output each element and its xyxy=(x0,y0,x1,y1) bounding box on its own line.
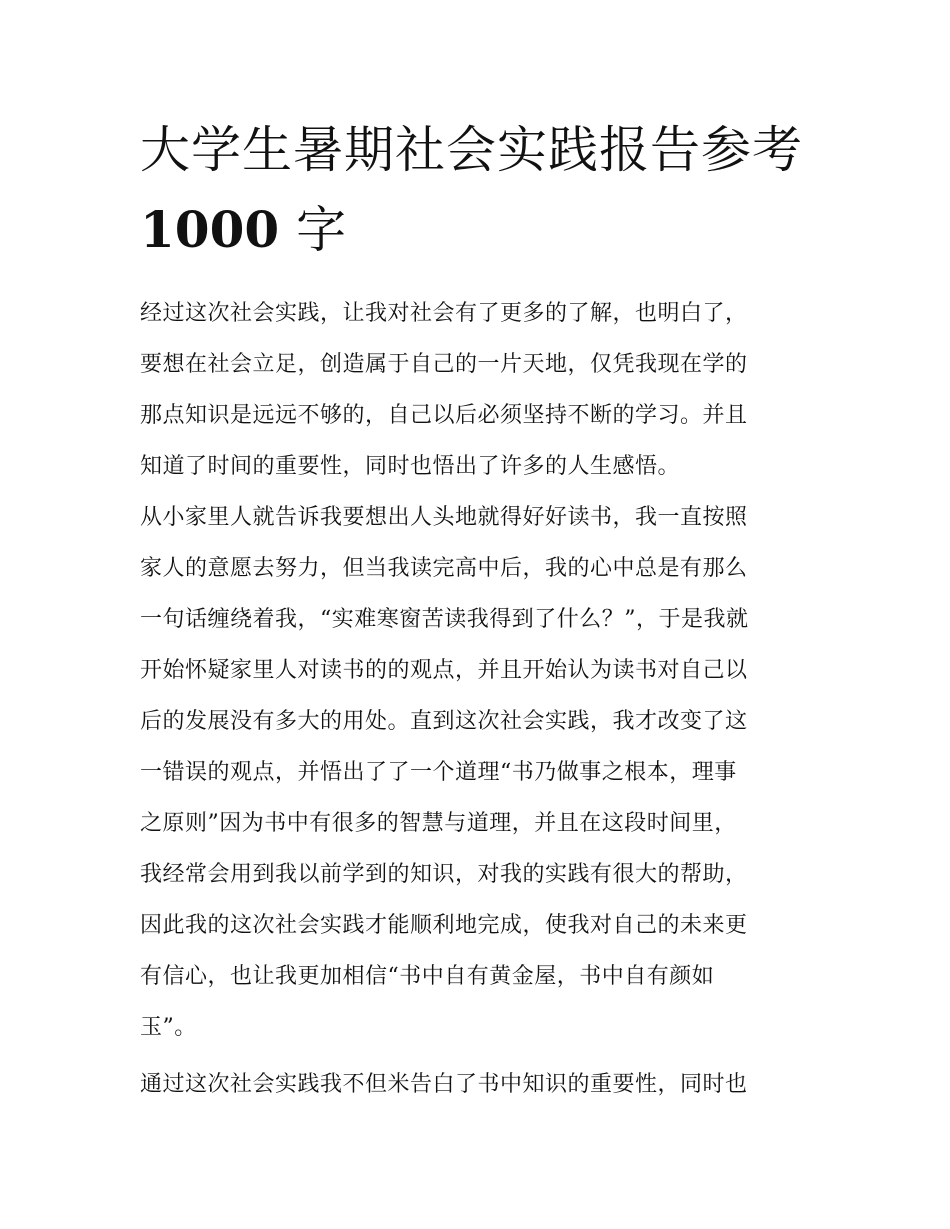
paragraph-line: 后的发展没有多大的用处。直到这次社会实践，我才改变了这 xyxy=(140,709,748,734)
paragraph-line: 家人的意愿去努力，但当我读完高中后，我的心中总是有那么 xyxy=(140,556,748,581)
paragraph-line: 之原则”因为书中有很多的智慧与道理，并且在这段时间里， xyxy=(140,811,737,836)
paragraph-line: 一句话缠绕着我，“实难寒窗苦读我得到了什么？”，于是我就 xyxy=(140,607,749,632)
paragraph-3 xyxy=(140,1059,820,1110)
paragraph-line: 玉”。 xyxy=(140,1015,197,1040)
title-suffix: 字 xyxy=(279,201,348,259)
title-text: 大学生暑期社会实践报告参考 xyxy=(140,121,803,179)
paragraph-line: 因此我的这次社会实践才能顺利地完成，使我对自己的未来更 xyxy=(140,913,748,938)
paragraph-line: 我经常会用到我以前学到的知识，对我的实践有很大的帮助， xyxy=(140,862,748,887)
paragraph-line: 有信心，也让我更加相信“书中自有黄金屋，书中自有颜如 xyxy=(140,964,715,989)
paragraph-line: 那点知识是远远不够的，自己以后必须坚持不断的学习。并且 xyxy=(140,403,748,428)
title-number: 1000 xyxy=(140,200,280,259)
paragraph-1 xyxy=(140,288,820,492)
paragraph-2 xyxy=(140,492,820,1053)
paragraph-line: 从小家里人就告诉我要想出人头地就得好好读书，我一直按照 xyxy=(140,505,748,530)
paragraph-line: 一错误的观点，并悟出了了一个道理“书乃做事之根本，理事 xyxy=(140,760,737,785)
paragraph-line: 开始怀疑家里人对读书的的观点，并且开始认为读书对自己以 xyxy=(140,658,748,683)
paragraph-line: 要想在社会立足，创造属于自己的一片天地，仅凭我现在学的 xyxy=(140,352,748,377)
document-title xyxy=(140,110,820,270)
paragraph-line: 经过这次社会实践，让我对社会有了更多的了解，也明白了， xyxy=(140,301,748,326)
paragraph-line: 知道了时间的重要性，同时也悟出了许多的人生感悟。 xyxy=(140,454,681,479)
document-body xyxy=(140,110,820,1110)
paragraph-line: 通过这次社会实践我不但米告白了书中知识的重要性，同时也 xyxy=(140,1072,748,1097)
